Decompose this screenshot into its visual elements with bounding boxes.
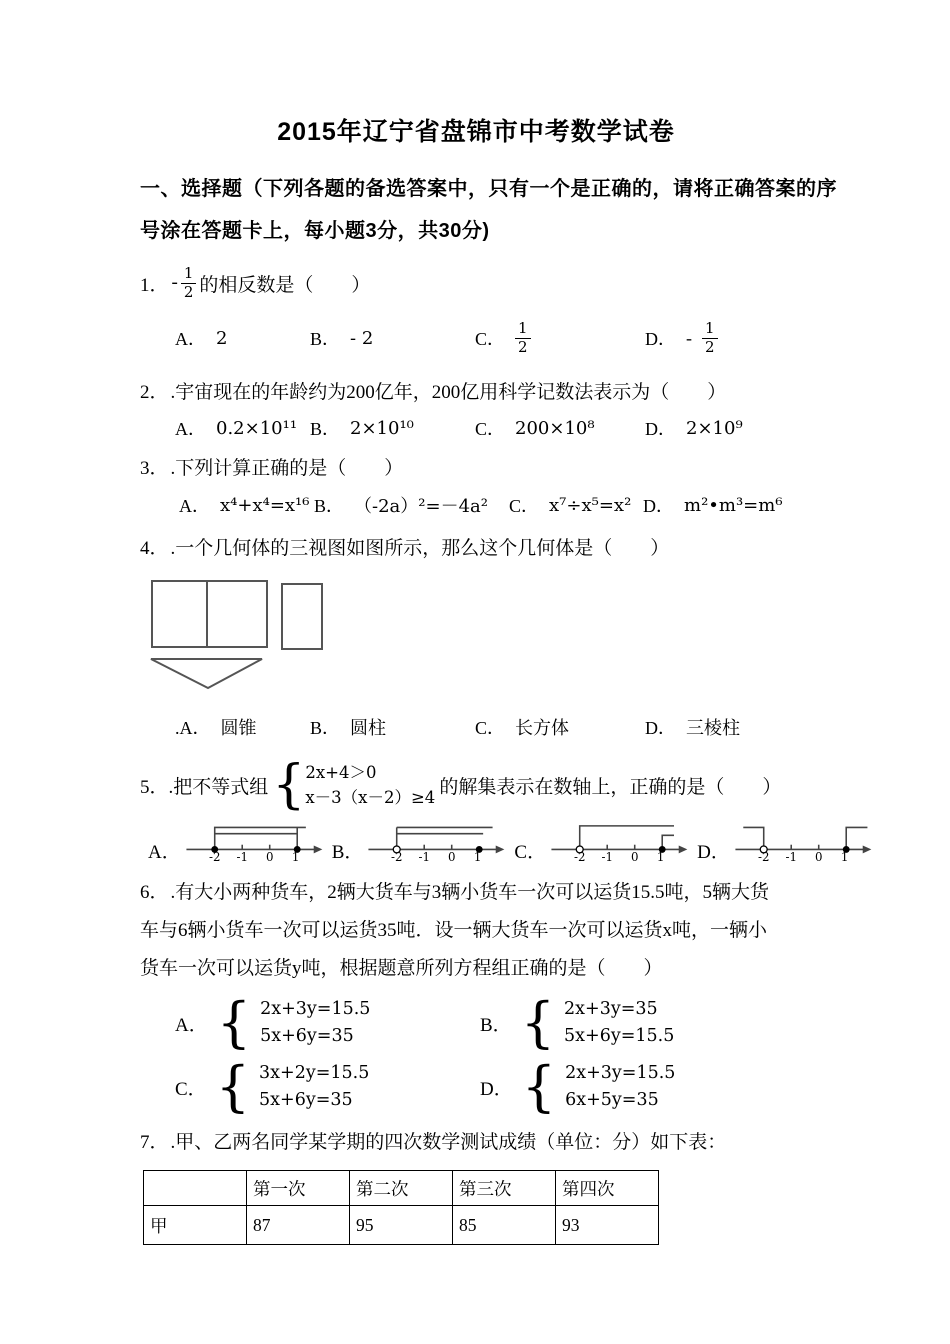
option-value: m²•m³=m⁶ [684,494,783,516]
question-3-option-d [643,492,812,518]
option-letter: B． [310,419,341,439]
question-6-option-c [175,1055,480,1119]
header-cell-test2: 第二次 [350,1171,453,1206]
option-value: 2×10¹⁰ [350,417,414,439]
equation-2: 5x+6y=35 [259,1090,353,1110]
question-6-options [175,991,812,1119]
fraction-denominator: 2 [183,282,194,301]
question-5-text-prefix: .把不等式组 [168,776,269,798]
question-4-option-d [645,714,812,740]
question-4-option-c [475,714,645,740]
question-5-text-suffix: 的解集表示在数轴上，正确的是（ ） [439,776,782,798]
question-2-options [175,412,812,444]
tick-label: -2 [757,850,770,862]
question-3-option-b [314,492,509,518]
question-5-options [148,816,849,863]
option-value: x⁴+x⁴=x¹⁶ [220,494,310,516]
option-letter: C． [514,842,547,863]
question-2-stem [140,374,812,412]
brace-icon: { [520,991,556,1055]
equation-2: 6x+5y=35 [565,1090,659,1110]
option-letter: A． [175,329,206,349]
brace-icon: { [215,1055,251,1119]
three-view-diagram [145,580,335,695]
question-2-option-c [475,415,645,441]
question-3-option-a [179,492,314,518]
brace-icon: { [216,991,252,1055]
numberline-b-icon [365,818,507,862]
question-1-stem [140,258,812,308]
question-7 [140,1124,812,1245]
score-cell: 95 [350,1206,453,1245]
option-letter: C． [509,496,540,516]
numberline-d-icon [732,818,874,862]
minus-sign: - [686,327,692,348]
question-3-stem [140,450,812,488]
scores-table-header-row [144,1171,659,1206]
header-cell-test3: 第三次 [453,1171,556,1206]
option-letter: A． [175,419,206,439]
option-letter: D． [480,1078,513,1100]
equation-system [259,1060,369,1114]
option-letter: D． [643,496,674,516]
question-7-text: .甲、乙两名同学某学期的四次数学测试成绩（单位：分）如下表： [170,1132,727,1153]
option-letter: A． [175,1014,208,1036]
tick-label: -1 [418,850,431,862]
tick-label: 1 [291,850,300,862]
fraction-one-half [515,320,531,356]
numberline-c-icon [548,818,690,862]
question-1-text: 的相反数是（ ） [199,274,371,296]
equation-system [565,1060,675,1114]
question-5-option-c [514,818,690,862]
numberline-a-icon [183,818,325,862]
brace-icon: { [272,754,306,815]
brace-icon: { [521,1055,557,1119]
tick-label: -2 [208,850,221,862]
question-4-number: 4． [140,538,169,559]
question-6-text-1: .有大小两种货车，2辆大货车与3辆小货车一次可以运货15.5吨，5辆大货 [170,882,770,903]
equation-1: 2x+3y=15.5 [565,1063,676,1083]
question-1-minus-sign: - [171,272,178,293]
question-5-number: 5． [140,776,169,798]
question-6-line-1 [140,874,812,912]
tick-label: 0 [265,850,274,862]
option-letter: .A． [175,718,211,738]
question-3-options [179,488,812,522]
option-letter: D． [697,842,730,863]
question-1-option-b [310,325,475,351]
section-heading [140,168,837,252]
option-letter: B． [310,718,341,738]
equation-2: 5x+6y=15.5 [564,1026,675,1046]
equation-system [564,996,674,1050]
fraction-one-half [181,265,197,301]
fraction-numerator: 1 [702,320,718,338]
question-4-text: .一个几何体的三视图如图所示，那么这个几何体是（ ） [170,538,670,559]
score-cell: 85 [453,1206,556,1245]
score-cell: 93 [556,1206,659,1245]
question-7-number: 7． [140,1132,169,1153]
fraction-denominator: 2 [518,337,528,356]
tick-label: -2 [391,850,403,862]
question-5-option-a [148,818,325,862]
option-letter: D． [645,718,676,738]
scores-table [143,1170,659,1245]
question-5-option-b [332,818,508,862]
fraction-one-half [702,320,718,356]
question-1-option-a [175,325,310,351]
option-letter: A． [148,842,181,863]
question-1-option-c [475,320,645,356]
inequality-line-2: x－3（x－2）≥4 [305,788,436,807]
equation-1: 2x+3y=15.5 [260,999,371,1019]
tick-label: 1 [657,850,665,862]
option-letter: A． [179,496,210,516]
tick-label: -1 [601,850,614,862]
equation-1: 2x+3y=35 [564,999,658,1019]
fraction-numerator: 1 [181,265,197,283]
option-letter: D． [645,329,676,349]
row-label: 甲 [144,1206,247,1245]
option-value: x⁷÷x⁵=x² [549,494,632,516]
question-4-options [175,708,812,746]
question-5-stem [140,756,812,814]
option-letter: C． [475,329,506,349]
score-cell: 87 [247,1206,350,1245]
tick-label: 1 [840,850,849,862]
question-2-text: .宇宙现在的年龄约为200亿年，200亿用科学记数法表示为（ ） [170,382,727,403]
option-value: 圆柱 [350,718,387,738]
header-cell-blank [144,1171,247,1206]
inequality-system [272,754,436,815]
option-value: 长方体 [515,718,570,738]
question-2-option-b [310,415,475,441]
tick-label: -2 [574,850,586,862]
question-3-option-c [509,492,643,518]
inequality-lines [305,760,435,810]
question-4-figure [145,580,812,700]
question-2-number: 2． [140,382,169,403]
option-letter: B． [310,329,341,349]
equation-system [260,996,370,1050]
option-letter: C． [475,718,506,738]
question-2-option-d [645,415,812,441]
question-1-number: 1． [140,274,169,296]
fraction-numerator: 1 [515,320,531,338]
option-value: 三棱柱 [686,718,740,738]
option-value: 0.2×10¹¹ [216,417,298,439]
tick-label: -1 [236,850,248,862]
question-1-options [175,314,812,362]
option-letter: C． [175,1078,207,1100]
tick-label: -1 [785,850,797,862]
option-letter: C． [475,419,506,439]
header-cell-test4: 第四次 [556,1171,659,1206]
tick-label: 1 [474,850,482,862]
question-7-stem [140,1124,812,1162]
question-2-option-a [175,415,310,441]
top-view-triangle [151,659,262,688]
scores-table-row-jia [144,1206,659,1245]
question-6-option-a [175,991,480,1055]
option-value: 2×10⁹ [686,417,743,439]
question-6-option-b [480,991,812,1055]
question-6-line-2: 车与6辆小货车一次可以运货35吨．设一辆大货车一次可以运货x吨，一辆小 [140,920,768,941]
option-value: 2 [216,327,228,349]
question-6-stem [140,874,812,988]
option-value: 200×10⁸ [515,417,595,439]
front-view-rect [152,581,267,647]
inequality-line-1: 2x+4＞0 [305,763,377,782]
option-value: （-2a）²=－4a² [354,496,488,517]
question-4-option-a [175,714,310,740]
question-4-stem [140,530,812,568]
fraction-denominator: 2 [705,337,715,356]
question-1-option-d [645,320,812,356]
option-letter: D． [645,419,676,439]
question-3-number: 3． [140,458,169,479]
option-value: - 2 [350,327,374,349]
option-letter: B． [331,842,364,863]
question-6-number: 6． [140,882,169,903]
option-letter: B． [314,496,345,516]
tick-label: 0 [448,850,456,862]
equation-2: 5x+6y=35 [260,1026,354,1046]
side-view-rect [282,584,322,649]
tick-label: 0 [814,850,823,862]
tick-label: 0 [631,850,639,862]
header-cell-test1: 第一次 [247,1171,350,1206]
question-6-option-d [480,1055,812,1119]
equation-1: 3x+2y=15.5 [259,1063,370,1083]
page-title: 2015年辽宁省盘锦市中考数学试卷 [277,118,675,146]
option-value: 圆锥 [220,718,257,738]
question-3-text: .下列计算正确的是（ ） [170,458,404,479]
question-4-option-b [310,714,475,740]
question-5-option-d [697,818,874,862]
section-heading-line-2: 号涂在答题卡上，每小题3分，共30分) [140,220,490,242]
section-heading-line-1: 一、选择题（下列各题的备选答案中，只有一个是正确的，请将正确答案的序 [140,178,837,200]
question-6-line-3: 货车一次可以运货y吨，根据题意所列方程组正确的是（ ） [140,958,663,979]
option-letter: B． [480,1014,512,1036]
